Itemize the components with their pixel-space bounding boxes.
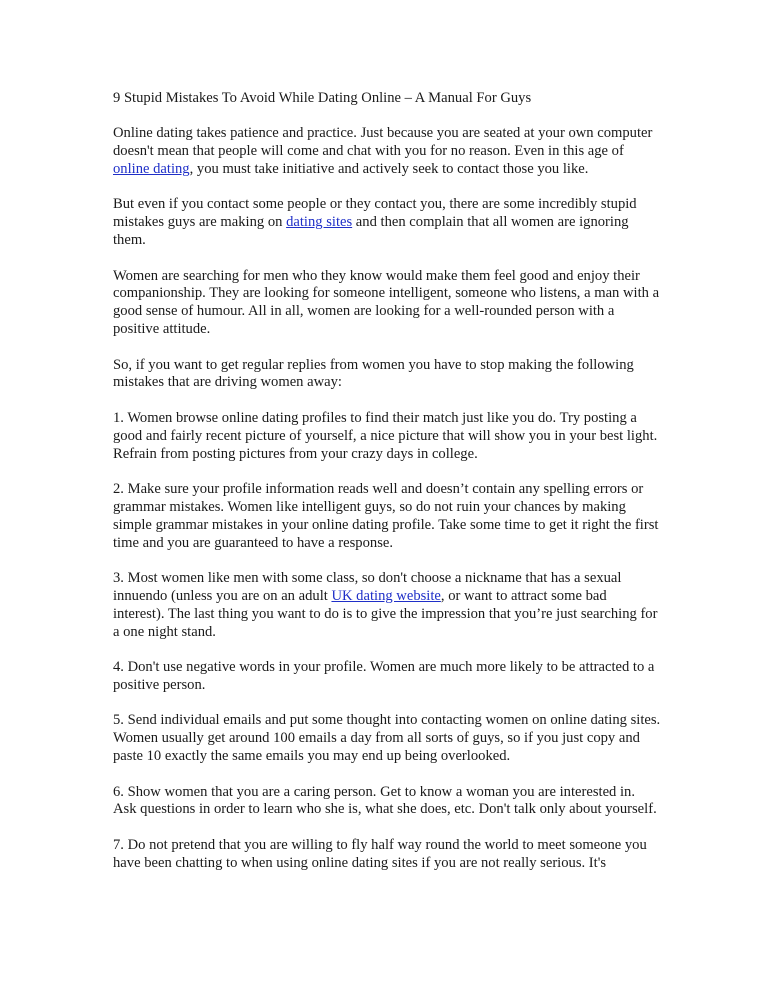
list-item-6: 6. Show women that you are a caring person. Get to know a woman you are interested in. Ask questions in order to learn who she is, what she does, etc. Don't talk only about yourself. xyxy=(113,783,657,818)
paragraph-intro xyxy=(113,125,661,178)
list-item-2: 2. Make sure your profile information reads well and doesn’t contain any spelling errors or grammar mistakes. Women like intelligent guys, so do not ruin your chances by making simple grammar mistakes in your online dating profile. Take some time to get it right the first time and you are guaranteed to have a response. xyxy=(113,481,659,551)
dating-sites-link[interactable]: dating sites xyxy=(286,214,353,231)
uk-dating-website-link[interactable]: UK dating website xyxy=(331,587,441,604)
list-item-3 xyxy=(113,570,661,641)
list-item-3-text-a: 3. Most women like men with some class, so don't choose a nickname that has a sexual innuendo (unless you are on an adult xyxy=(113,570,622,604)
paragraph-mistakes-text-a: But even if you contact some people or they contact you, there are some incredibly stupid mistakes guys are making on xyxy=(113,196,637,231)
online-dating-link[interactable]: online dating xyxy=(113,160,190,177)
paragraph-list-intro: So, if you want to get regular replies from women you have to stop making the following mistakes that are driving women away: xyxy=(113,356,634,391)
paragraph-intro-text-a: Online dating takes patience and practice. Just because you are seated at your own computer doesn't mean that people will come and chat with you for no reason. Even in this age of xyxy=(113,125,653,159)
list-item-5: 5. Send individual emails and put some thought into contacting women on online dating sites. Women usually get around 100 emails a day from all sorts of guys, so if you just copy and paste 10 exactly the same emails you may end up being overlooked. xyxy=(113,712,661,765)
paragraph-mistakes-intro xyxy=(113,196,661,249)
list-item-7: 7. Do not pretend that you are willing to fly half way round the world to meet someone you have been chatting to when using online dating sites if you are not really serious. It's xyxy=(113,837,647,871)
list-item-3-text-b: , or want to attract some bad interest). The last thing you want to do is to give the impression that you’re just searching for a one night stand. xyxy=(113,587,658,640)
paragraph-intro-text-b: , you must take initiative and actively seek to contact those you like. xyxy=(189,160,589,177)
paragraph-mistakes-text-b: and then complain that all women are ignoring them. xyxy=(113,214,629,248)
list-item-4: 4. Don't use negative words in your profile. Women are much more likely to be attracted to a positive person. xyxy=(113,659,655,693)
paragraph-women-searching: Women are searching for men who they know would make them feel good and enjoy their companionship. They are looking for someone intelligent, someone who listens, a man with a good sense of humour. All in all, women are looking for a well-rounded person with a positive attitude. xyxy=(113,267,660,337)
list-item-1: 1. Women browse online dating profiles to find their match just like you do. Try posting a good and fairly recent picture of yourself, a nice picture that will show you in your best light. Refrain from posting pictures from your crazy days in college. xyxy=(113,409,658,462)
document-page xyxy=(113,90,661,890)
document-title: 9 Stupid Mistakes To Avoid While Dating Online – A Manual For Guys xyxy=(113,90,532,106)
